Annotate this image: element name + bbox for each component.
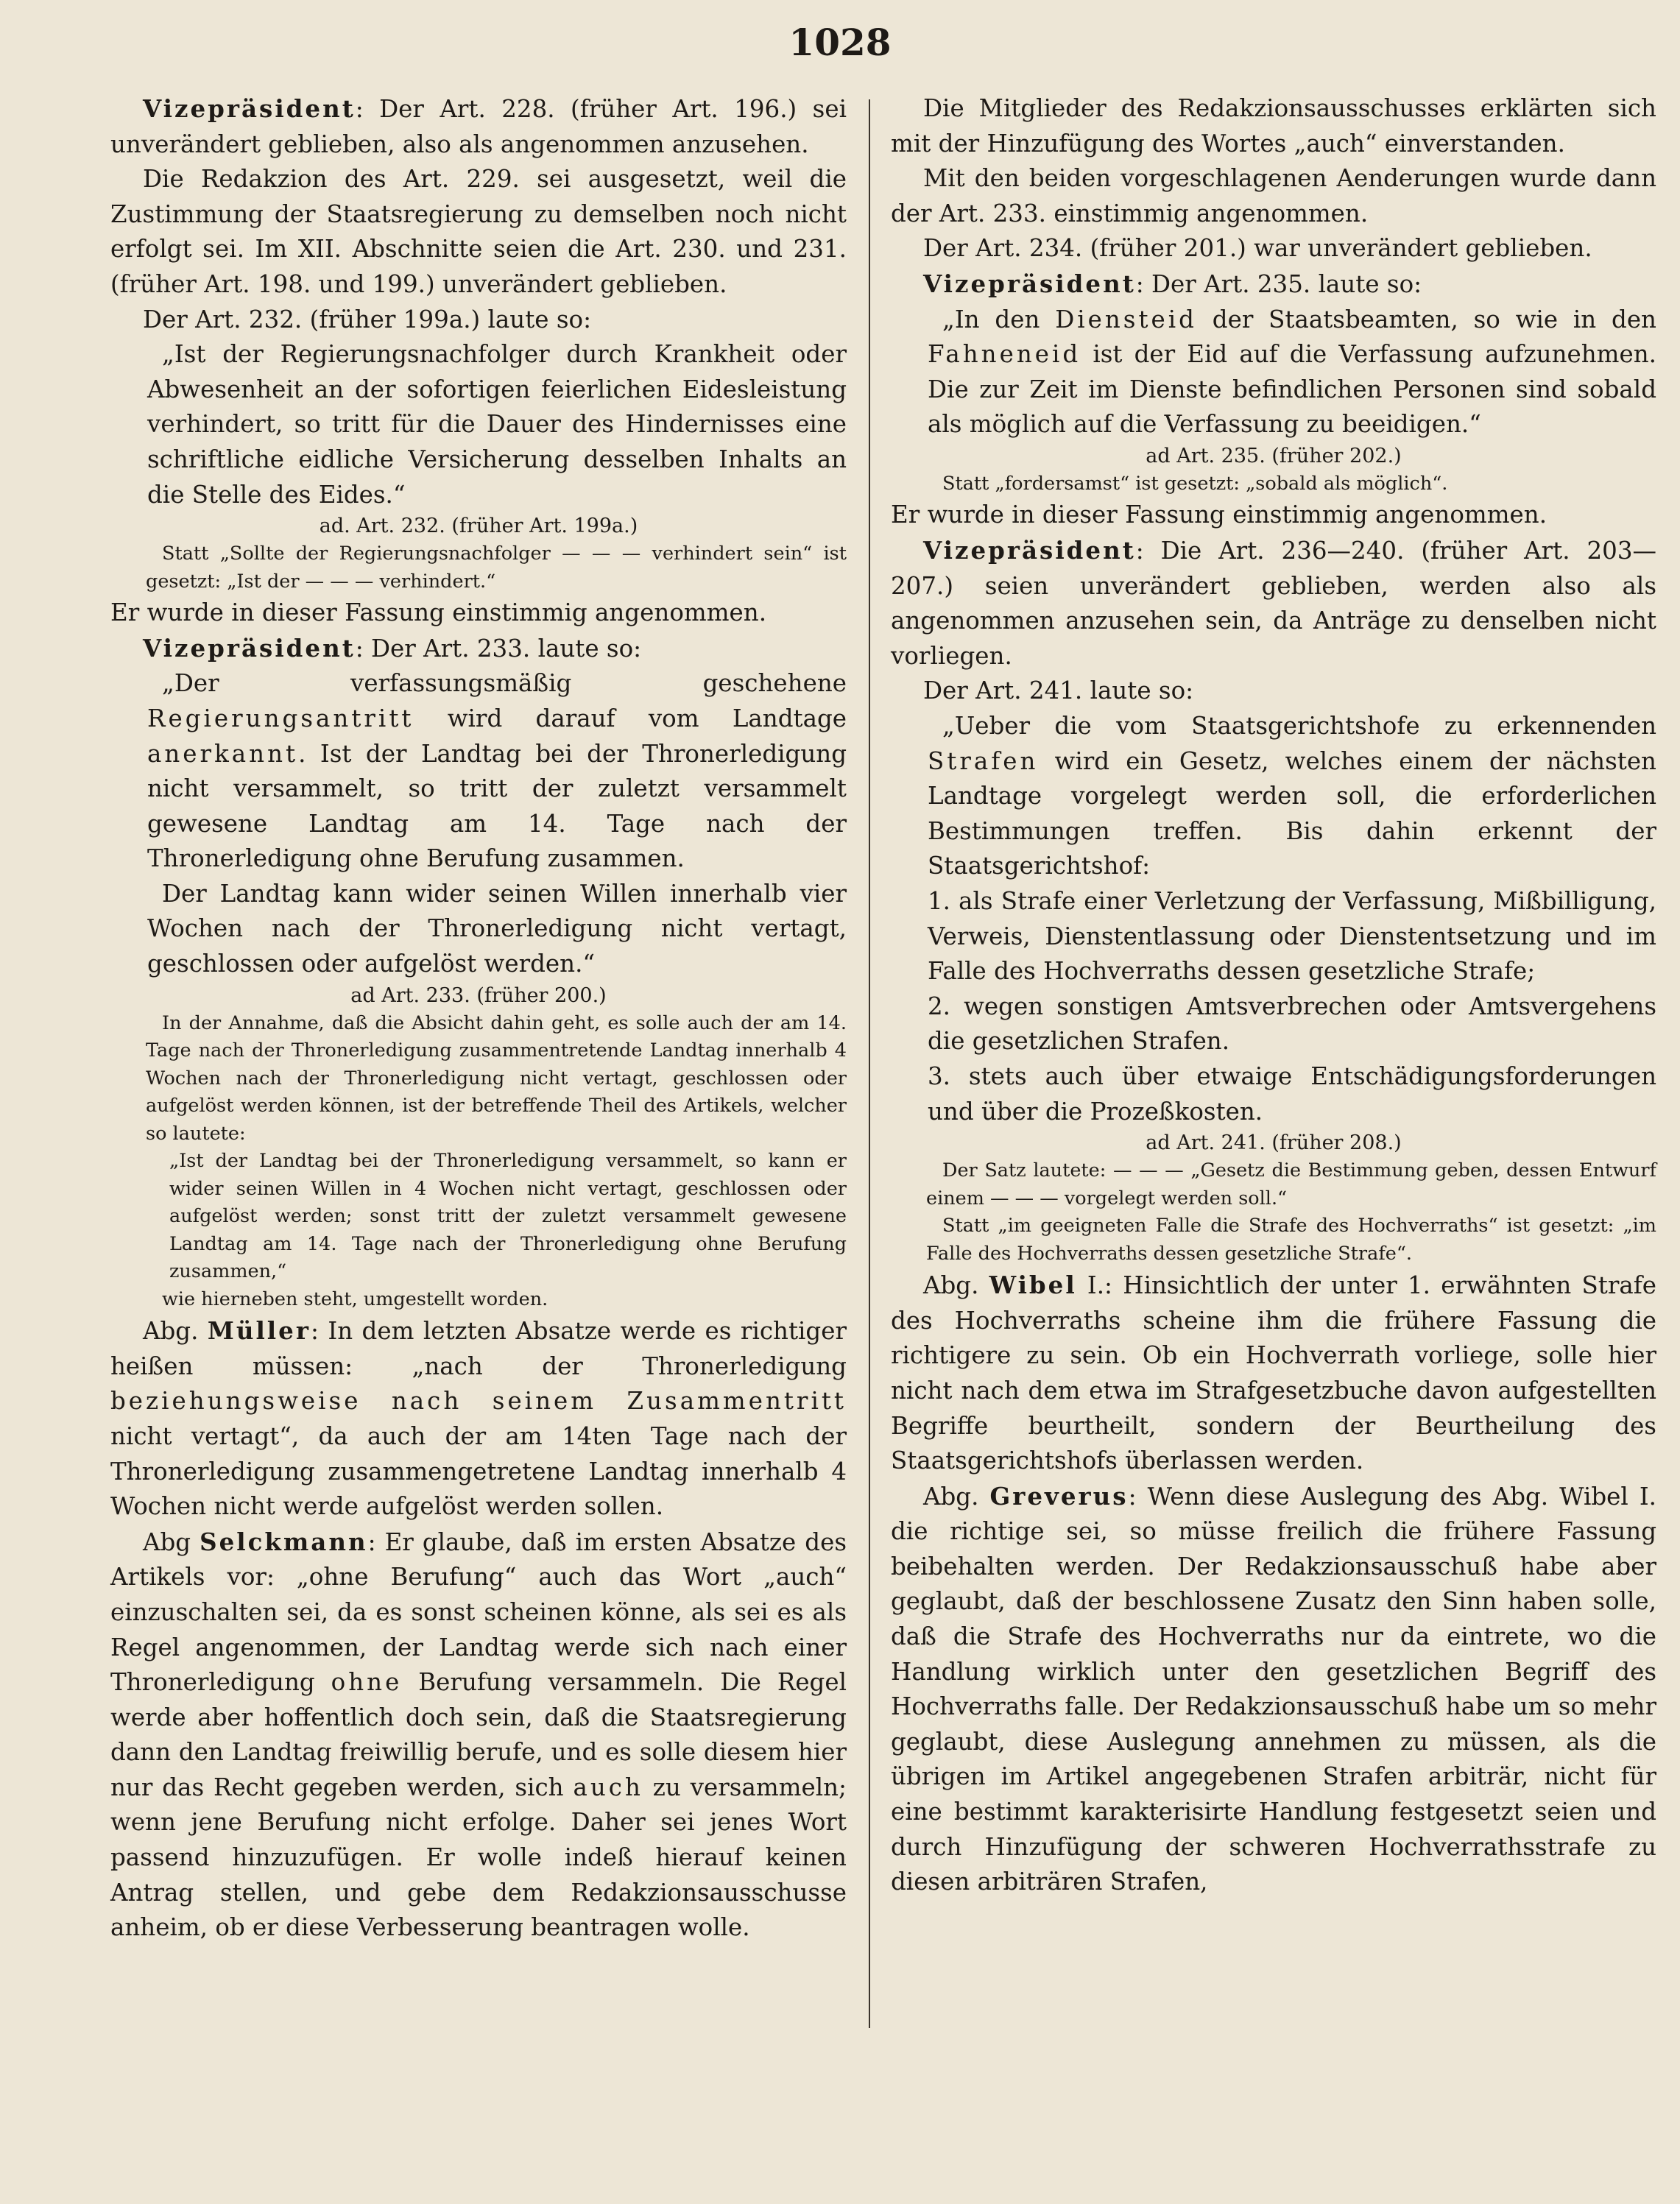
text-run: ad Art. 235. (früher 202.)	[1146, 444, 1402, 467]
text-run: Er wurde in dieser Fassung einstimmig angenommen.	[110, 598, 767, 627]
speaker-name: Greverus	[989, 1481, 1129, 1511]
text-run: 3. stets auch über etwaige Entschädigungsforderungen und über die Prozeßkosten.	[928, 1062, 1656, 1126]
paragraph	[891, 1059, 1656, 1129]
paragraph	[891, 1129, 1656, 1157]
footnote-paragraph	[110, 1286, 847, 1314]
spaced-emphasis: Strafen	[928, 746, 1039, 775]
footnote-paragraph	[891, 470, 1656, 498]
speaker-name: Vizepräsident	[923, 536, 1136, 565]
text-run: : Der Art. 235. laute so:	[1135, 269, 1422, 298]
spaced-emphasis: Fahneneid	[928, 340, 1081, 369]
text-run: Statt „Sollte der Regierungsnachfolger — — — verhindert sein“ ist gesetzt: „Ist der — — — verhindert.“	[146, 543, 847, 593]
text-run: „Ist der Landtag bei der Thronerledigung versammelt, so kann er wider seinen Willen in 4 Wochen nicht vertagt, geschlossen oder aufgelöst werden; sonst tritt der zuletzt versammelt gewesene Landtag am 14. Tage nach der Thronerledigung ohne Berufung zusammen,“	[169, 1150, 847, 1283]
paragraph	[110, 666, 847, 877]
paragraph	[891, 1479, 1656, 1900]
speaker-name: Wibel	[989, 1271, 1077, 1300]
paragraph	[891, 442, 1656, 470]
text-run: Der Landtag kann wider seinen Willen innerhalb vier Wochen nach der Thronerledigung nicht vertagt, geschlossen oder aufgelöst werden.“	[147, 879, 847, 978]
text-run: Er wurde in dieser Fassung einstimmig angenommen.	[891, 501, 1547, 529]
spaced-emphasis: beziehungsweise nach seinem Zusammentritt	[110, 1387, 847, 1416]
text-run: Abg.	[143, 1317, 208, 1346]
text-run: „In den	[942, 305, 1056, 333]
text-run: Der Art. 241. laute so:	[923, 677, 1194, 705]
speaker-name: Vizepräsident	[143, 633, 356, 663]
text-run: ad Art. 241. (früher 208.)	[1146, 1131, 1402, 1155]
text-run: : Der Art. 228. (früher Art. 196.) sei unverändert geblieben, also als angenommen anzusehen.	[110, 95, 847, 158]
text-run: Statt „im geeigneten Falle die Strafe des Hochverraths“ ist gesetzt: „im Falle des Hochverraths dessen gesetzliche Strafe“.	[926, 1215, 1656, 1265]
spaced-emphasis: anerkannt	[147, 739, 299, 768]
text-run: zu versammeln; wenn jene Berufung nicht erfolge. Daher sei jenes Wort passend hinzuzufügen. Er wolle indeß hierauf keinen Antrag stellen, und gebe dem Redakzionsausschusse anheim, ob er diese Verbesserung beantragen wolle.	[110, 1773, 847, 1942]
paragraph	[110, 512, 847, 540]
text-run: ist der Eid auf die Verfassung aufzunehmen. Die zur Zeit im Dienste befindlichen Personen sind sobald als möglich auf die Verfassung zu beeidigen.“	[928, 340, 1656, 439]
spaced-emphasis: Regierungsantritt	[147, 704, 414, 732]
text-run: Abg	[143, 1527, 200, 1556]
footnote-paragraph	[110, 1010, 847, 1148]
text-run: Abg.	[923, 1482, 990, 1511]
text-run: : Er glaube, daß im ersten Absatze des Artikels vor: „ohne Berufung“ auch das Wort „auch“ einzuschalten sei, da es sonst scheinen könne, als sei es als Regel angenommen, der Landtag werde sich nach einer Thronerledigung	[110, 1527, 847, 1697]
text-run: „Ueber die vom Staatsgerichtshofe zu erkennenden	[942, 712, 1656, 740]
speaker-name: Vizepräsident	[143, 94, 356, 123]
left-column	[110, 91, 847, 1946]
text-run: Berufung versammeln. Die Regel werde aber hoffentlich doch sein, daß die Staatsregierung dann den Landtag freiwillig berufe, und es solle diesem hier nur das Recht gegeben werden, sich	[110, 1668, 847, 1801]
paragraph	[891, 709, 1656, 884]
paragraph	[110, 303, 847, 338]
paragraph	[891, 498, 1656, 533]
paragraph	[110, 337, 847, 512]
paragraph	[891, 161, 1656, 231]
paragraph	[891, 674, 1656, 709]
speaker-name: Selckmann	[200, 1527, 368, 1556]
paragraph	[110, 1313, 847, 1525]
paragraph	[110, 91, 847, 162]
text-run: I.: Hinsichtlich der unter 1. erwähnten Strafe des Hochverraths scheine ihm die frühere Fassung die richtigere zu sein. Ob ein Hochverrath vorliege, solle hier nicht nach dem etwa im Strafgesetzbuche davon aufgestellten Begriffe beurtheilt, sondern der Beurtheilung des Staatsgerichtshofs überlassen werden.	[891, 1271, 1656, 1475]
text-run: Der Art. 234. (früher 201.) war unverändert geblieben.	[923, 234, 1592, 263]
speaker-name: Müller	[207, 1316, 311, 1346]
text-run: : Die Art. 236—240. (früher Art. 203—207.) seien unverändert geblieben, werden also als angenommen anzusehen sein, da Anträge zu denselben nicht vorliegen.	[891, 537, 1656, 670]
paragraph	[110, 1525, 847, 1946]
text-run: wird darauf vom Landtage	[414, 704, 847, 732]
paragraph	[110, 982, 847, 1010]
text-run: 1. als Strafe einer Verletzung der Verfassung, Mißbilligung, Verweis, Dienstentlassung oder Dienstentsetzung und im Falle des Hochverraths dessen gesetzliche Strafe;	[928, 886, 1656, 986]
paragraph	[891, 231, 1656, 266]
text-run: der Staatsbeamten, so wie in den	[1196, 305, 1656, 333]
paragraph	[891, 989, 1656, 1059]
text-run: Statt „fordersamst“ ist gesetzt: „sobald als möglich“.	[942, 472, 1448, 495]
text-run: Mit den beiden vorgeschlagenen Aenderungen wurde dann der Art. 233. einstimmig angenommen.	[891, 164, 1656, 227]
text-run: 2. wegen sonstigen Amtsverbrechen oder Amtsvergehens die gesetzlichen Strafen.	[928, 992, 1656, 1056]
text-run: wird ein Gesetz, welches einem der nächsten Landtage vorgelegt werden soll, die erforderlichen Bestimmungen treffen. Bis dahin erkennt der Staatsgerichtshof:	[928, 746, 1656, 880]
paragraph	[891, 533, 1656, 674]
footnote-paragraph	[110, 1148, 847, 1286]
text-run: Die Redakzion des Art. 229. sei ausgesetzt, weil die Zustimmung der Staatsregierung zu demselben noch nicht erfolgt sei. Im XII. Abschnitte seien die Art. 230. und 231. (früher Art. 198. und 199.) unverändert geblieben.	[110, 165, 847, 298]
paragraph	[110, 631, 847, 667]
paragraph	[891, 1268, 1656, 1479]
page-number: 1028	[788, 21, 892, 64]
text-run: wie hierneben steht, umgestellt worden.	[162, 1288, 548, 1310]
paragraph	[891, 91, 1656, 161]
text-run: Abg.	[923, 1271, 989, 1300]
footnote-paragraph	[891, 1157, 1656, 1212]
text-run: „Der verfassungsmäßig geschehene	[162, 669, 847, 698]
text-run: ad. Art. 232. (früher Art. 199a.)	[319, 515, 638, 538]
right-column	[891, 91, 1656, 1900]
text-run: Der Art. 232. (früher 199a.) laute so:	[143, 305, 592, 333]
text-run: In der Annahme, daß die Absicht dahin geht, es solle auch der am 14. Tage nach der Thronerledigung zusammentretende Landtag innerhalb 4 Wochen nach der Thronerledigung nicht vertagt, geschlossen oder aufgelöst werden können, ist der betreffende Theil des Artikels, welcher so lautete:	[146, 1011, 847, 1145]
footnote-paragraph	[110, 540, 847, 596]
text-run: . Ist der Landtag bei der Thronerledigung nicht versammelt, so tritt der zuletzt versammelt gewesene Landtag am 14. Tage nach der Thronerledigung ohne Berufung zusammen.	[147, 739, 847, 873]
paragraph	[110, 162, 847, 302]
paragraph	[891, 884, 1656, 989]
footnote-paragraph	[891, 1212, 1656, 1268]
column-divider	[869, 99, 870, 2028]
paragraph	[110, 877, 847, 982]
text-run: : In dem letzten Absatze werde es richtiger heißen müssen: „nach der Thronerledigung	[110, 1317, 847, 1380]
paragraph	[891, 266, 1656, 303]
spaced-emphasis: ohne	[331, 1668, 403, 1697]
spaced-emphasis: Diensteid	[1055, 305, 1197, 333]
text-run: : Wenn diese Auslegung des Abg. Wibel I. die richtige sei, so müsse freilich die frühere Fassung beibehalten werden. Der Redakzionsausschuß habe aber geglaubt, daß der beschlossene Zusatz den Sinn haben solle, daß die Strafe des Hochverraths nur da eintrete, wo die Handlung wirklich unter den gesetzlichen Begriff des Hochverraths falle. Der Redakzionsausschuß habe um so mehr geglaubt, diese Auslegung annehmen zu müssen, als die übrigen im Artikel angegebenen Strafen arbiträr, nicht für eine bestimmt karakterisirte Handlung festgesetzt seien und durch Hinzufügung der schweren Hochverrathsstrafe zu diesen arbiträren Strafen,	[891, 1482, 1656, 1896]
paragraph	[891, 303, 1656, 442]
paragraph	[110, 596, 847, 631]
text-run: Der Satz lautete: — — — „Gesetz die Bestimmung geben, dessen Entwurf einem — — — vorgelegt werden soll.“	[926, 1159, 1656, 1209]
text-run: Die Mitglieder des Redakzionsausschusses erklärten sich mit der Hinzufügung des Wortes „auch“ einverstanden.	[891, 94, 1656, 158]
text-run: ad Art. 233. (früher 200.)	[350, 983, 607, 1007]
speaker-name: Vizepräsident	[923, 269, 1136, 298]
spaced-emphasis: auch	[573, 1773, 643, 1801]
text-run: nicht vertagt“, da auch der am 14ten Tage nach der Thronerledigung zusammengetretene Landtag innerhalb 4 Wochen nicht werde aufgelöst werden sollen.	[110, 1421, 847, 1521]
text-run: „Ist der Regierungsnachfolger durch Krankheit oder Abwesenheit an der sofortigen feierlichen Eidesleistung verhindert, so tritt für die Dauer des Hindernisses eine schriftliche eidliche Versicherung desselben Inhalts an die Stelle des Eides.“	[147, 340, 847, 509]
text-run: : Der Art. 233. laute so:	[355, 634, 642, 663]
